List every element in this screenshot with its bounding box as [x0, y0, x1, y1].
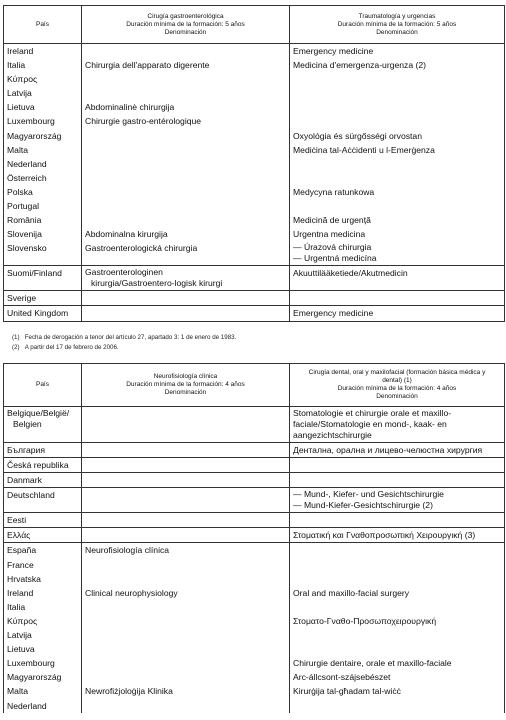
specialty-cell — [82, 185, 290, 199]
specialty-cell — [82, 628, 290, 642]
specialty-cell — [290, 171, 505, 185]
specialty-line: Stomatologie et chirurgie orale et maxillo- — [293, 408, 452, 418]
country-cell: Κύπρος — [4, 72, 82, 86]
table-row — [4, 129, 505, 143]
country-cell: Österreich — [4, 171, 82, 185]
specialty-cell: Στοματική και Γναθοπροσωπική Χειρουργική (3) — [290, 528, 505, 543]
table-row — [4, 614, 505, 628]
specialty-cell: Abdominalinė chirurgija — [82, 100, 290, 114]
table-row — [4, 86, 505, 100]
specialty-cell — [290, 699, 505, 713]
footnote-1: (1) Fecha de derogación a tenor del artículo 27, apartado 3: 1 de enero de 1983. — [12, 334, 237, 341]
specialty-cell — [290, 628, 505, 642]
country-cell: Luxembourg — [4, 656, 82, 670]
table-row — [4, 72, 505, 86]
table-row — [4, 628, 505, 642]
specialty-cell — [82, 642, 290, 656]
specialty-line: kirurgia/Gastroentero-logisk kirurgi — [91, 278, 223, 289]
table-row — [4, 185, 505, 199]
specialty-cell — [290, 458, 505, 473]
header-country: País — [4, 6, 82, 44]
country-cell: Eesti — [4, 513, 82, 528]
country-cell: Portugal — [4, 199, 82, 213]
specialty-line: — Mund-, Kiefer- und Gesichtschirurgie — [293, 489, 444, 500]
specialty-line: — Mund-Kiefer-Gesichtschirurgie (2) — [293, 500, 433, 511]
specialty-cell — [290, 114, 505, 128]
table-row — [4, 306, 505, 321]
specialty-cell — [82, 44, 290, 59]
country-cell: Malta — [4, 684, 82, 698]
country-cell: Magyarország — [4, 670, 82, 684]
table-row — [4, 458, 505, 473]
specialty-cell — [82, 143, 290, 157]
table-row — [4, 656, 505, 670]
specialty-cell — [82, 670, 290, 684]
country-line: Belgien — [13, 419, 42, 429]
specialty-cell — [290, 543, 505, 558]
country-cell: Κύπρος — [4, 614, 82, 628]
specialty-cell: Emergency medicine — [290, 44, 505, 59]
country-cell: Nederland — [4, 699, 82, 713]
table-row — [4, 100, 505, 114]
country-cell: Ελλάς — [4, 528, 82, 543]
specialty-cell — [290, 291, 505, 306]
header-dental-maxillofacial: Cirugía dental, oral y maxilofacial (formación básica médica y dental) (1) Duración mínima de la formación: 4 años Denominación — [290, 364, 505, 407]
country-cell: Nederland — [4, 157, 82, 171]
country-cell: United Kingdom — [4, 306, 82, 321]
table-row — [4, 586, 505, 600]
specialty-cell — [82, 513, 290, 528]
specialty-cell — [290, 72, 505, 86]
specialty-cell: Akuuttilääketiede/Akutmedicin — [290, 266, 505, 291]
country-cell: Magyarország — [4, 129, 82, 143]
table-row — [4, 227, 505, 241]
specialty-cell — [82, 86, 290, 100]
specialty-cell — [82, 600, 290, 614]
specialty-cell: Mediċina tal-Aċċidenti u l-Emerġenza — [290, 143, 505, 157]
specialty-cell: Chirurgie dentaire, orale et maxillo-faciale — [290, 656, 505, 670]
specialty-cell — [82, 199, 290, 213]
table-row — [4, 199, 505, 213]
table-neuro-dental — [3, 363, 505, 713]
specialty-cell — [290, 86, 505, 100]
table-row — [4, 513, 505, 528]
specialty-cell — [82, 528, 290, 543]
specialty-cell: Urgentna medicina — [290, 227, 505, 241]
specialty-cell — [82, 129, 290, 143]
specialty-cell — [82, 488, 290, 513]
specialty-cell — [82, 558, 290, 572]
specialty-cell — [82, 572, 290, 586]
specialty-line: aangezichtschirurgie — [293, 430, 372, 440]
specialty-cell — [290, 572, 505, 586]
specialty-cell — [290, 100, 505, 114]
specialty-cell — [290, 600, 505, 614]
table-row — [4, 58, 505, 72]
specialty-cell — [82, 458, 290, 473]
table-row — [4, 157, 505, 171]
country-cell: Ireland — [4, 586, 82, 600]
country-cell: Česká republika — [4, 458, 82, 473]
specialty-cell — [290, 407, 505, 443]
specialty-cell — [290, 473, 505, 488]
specialty-cell: Neurofisiología clínica — [82, 543, 290, 558]
table-row — [4, 684, 505, 698]
table-row — [4, 488, 505, 513]
country-cell: France — [4, 558, 82, 572]
country-cell: Slovenija — [4, 227, 82, 241]
specialty-cell: Clinical neurophysiology — [82, 586, 290, 600]
specialty-cell — [82, 72, 290, 86]
country-cell: Italia — [4, 600, 82, 614]
specialty-cell — [82, 291, 290, 306]
country-cell: Hrvatska — [4, 572, 82, 586]
country-cell: España — [4, 543, 82, 558]
country-cell: Luxembourg — [4, 114, 82, 128]
table-row — [4, 291, 505, 306]
specialty-cell — [82, 306, 290, 321]
country-cell: Lietuva — [4, 100, 82, 114]
specialty-cell — [290, 513, 505, 528]
table-row — [4, 241, 505, 266]
specialty-cell — [82, 266, 290, 291]
specialty-line: — Úrazová chirurgia — [293, 242, 372, 253]
specialty-cell: Kirurġija tal-għadam tal-wiċċ — [290, 684, 505, 698]
specialty-cell — [82, 157, 290, 171]
table-row — [4, 699, 505, 713]
table-header-row — [4, 6, 505, 44]
specialty-cell — [82, 407, 290, 443]
table-row — [4, 213, 505, 227]
specialty-cell — [290, 157, 505, 171]
specialty-line: — Urgentná medicína — [293, 253, 377, 264]
header-gastro-surgery: Cirugía gastroenterológica Duración mínima de la formación: 5 años Denominación — [82, 6, 290, 44]
country-cell: Ireland — [4, 44, 82, 59]
specialty-cell: Medicină de urgență — [290, 213, 505, 227]
specialty-line: faciale/Stomatologie en mond-, kaak- en — [293, 419, 447, 429]
specialty-cell — [290, 241, 505, 266]
specialty-cell: Στοματο-Γναθο-Προσωποχειρουργική — [290, 614, 505, 628]
table-row — [4, 558, 505, 572]
table-row — [4, 114, 505, 128]
specialty-cell — [82, 171, 290, 185]
specialty-cell — [82, 443, 290, 458]
specialty-cell — [290, 488, 505, 513]
header-trauma-emergency: Traumatología y urgencias Duración mínima de la formación: 5 años Denominación — [290, 6, 505, 44]
country-cell: România — [4, 213, 82, 227]
country-cell: Suomi/Finland — [4, 266, 82, 291]
country-cell: Danmark — [4, 473, 82, 488]
footnote-2: (2) A partir del 17 de febrero de 2006. — [12, 344, 119, 351]
specialty-cell — [82, 213, 290, 227]
table-row — [4, 670, 505, 684]
table-row — [4, 600, 505, 614]
country-cell: Deutschland — [4, 488, 82, 513]
table-row — [4, 407, 505, 443]
specialty-cell: Arc-állcsont-szájsebészet — [290, 670, 505, 684]
specialty-line: Gastroenterologinen — [85, 267, 163, 278]
table-row — [4, 572, 505, 586]
specialty-cell: Gastroenterologická chirurgia — [82, 241, 290, 266]
country-cell: Italia — [4, 58, 82, 72]
country-cell: Sverige — [4, 291, 82, 306]
specialty-cell: Oral and maxillo-facial surgery — [290, 586, 505, 600]
country-cell — [4, 407, 82, 443]
specialty-cell — [290, 199, 505, 213]
specialty-cell: Medicina d'emergenza-urgenza (2) — [290, 58, 505, 72]
country-cell: Polska — [4, 185, 82, 199]
country-cell: България — [4, 443, 82, 458]
specialty-cell: Chirurgia dell'apparato digerente — [82, 58, 290, 72]
table-row — [4, 443, 505, 458]
country-cell: Slovensko — [4, 241, 82, 266]
country-cell: Malta — [4, 143, 82, 157]
table-row — [4, 143, 505, 157]
table-row — [4, 44, 505, 59]
specialty-cell — [82, 473, 290, 488]
country-cell: Lietuva — [4, 642, 82, 656]
specialty-cell — [290, 558, 505, 572]
table-row — [4, 266, 505, 291]
specialty-cell: Chirurgie gastro-entérologique — [82, 114, 290, 128]
specialty-cell: Emergency medicine — [290, 306, 505, 321]
specialty-cell: Дентална, орална и лицево-челюстна хирургия — [290, 443, 505, 458]
specialty-cell — [290, 642, 505, 656]
specialty-cell: Abdominalna kirurgija — [82, 227, 290, 241]
country-cell: Latvija — [4, 86, 82, 100]
header-country: País — [4, 364, 82, 407]
specialty-cell — [82, 699, 290, 713]
table-row — [4, 543, 505, 558]
specialty-cell: Oxyológia és sürgősségi orvostan — [290, 129, 505, 143]
table-header-row — [4, 364, 505, 407]
specialty-cell — [82, 656, 290, 670]
specialty-cell: Newrofiżjoloġija Klinika — [82, 684, 290, 698]
table-row — [4, 473, 505, 488]
header-neurophysiology: Neurofisiología clínica Duración mínima de la formación: 4 años Denominación — [82, 364, 290, 407]
table-gastro-trauma — [3, 5, 505, 322]
table-row — [4, 642, 505, 656]
specialty-cell — [82, 614, 290, 628]
specialty-cell: Medycyna ratunkowa — [290, 185, 505, 199]
table-row — [4, 528, 505, 543]
country-cell: Latvija — [4, 628, 82, 642]
table-row — [4, 171, 505, 185]
country-line: Belgique/België/ — [7, 408, 70, 418]
